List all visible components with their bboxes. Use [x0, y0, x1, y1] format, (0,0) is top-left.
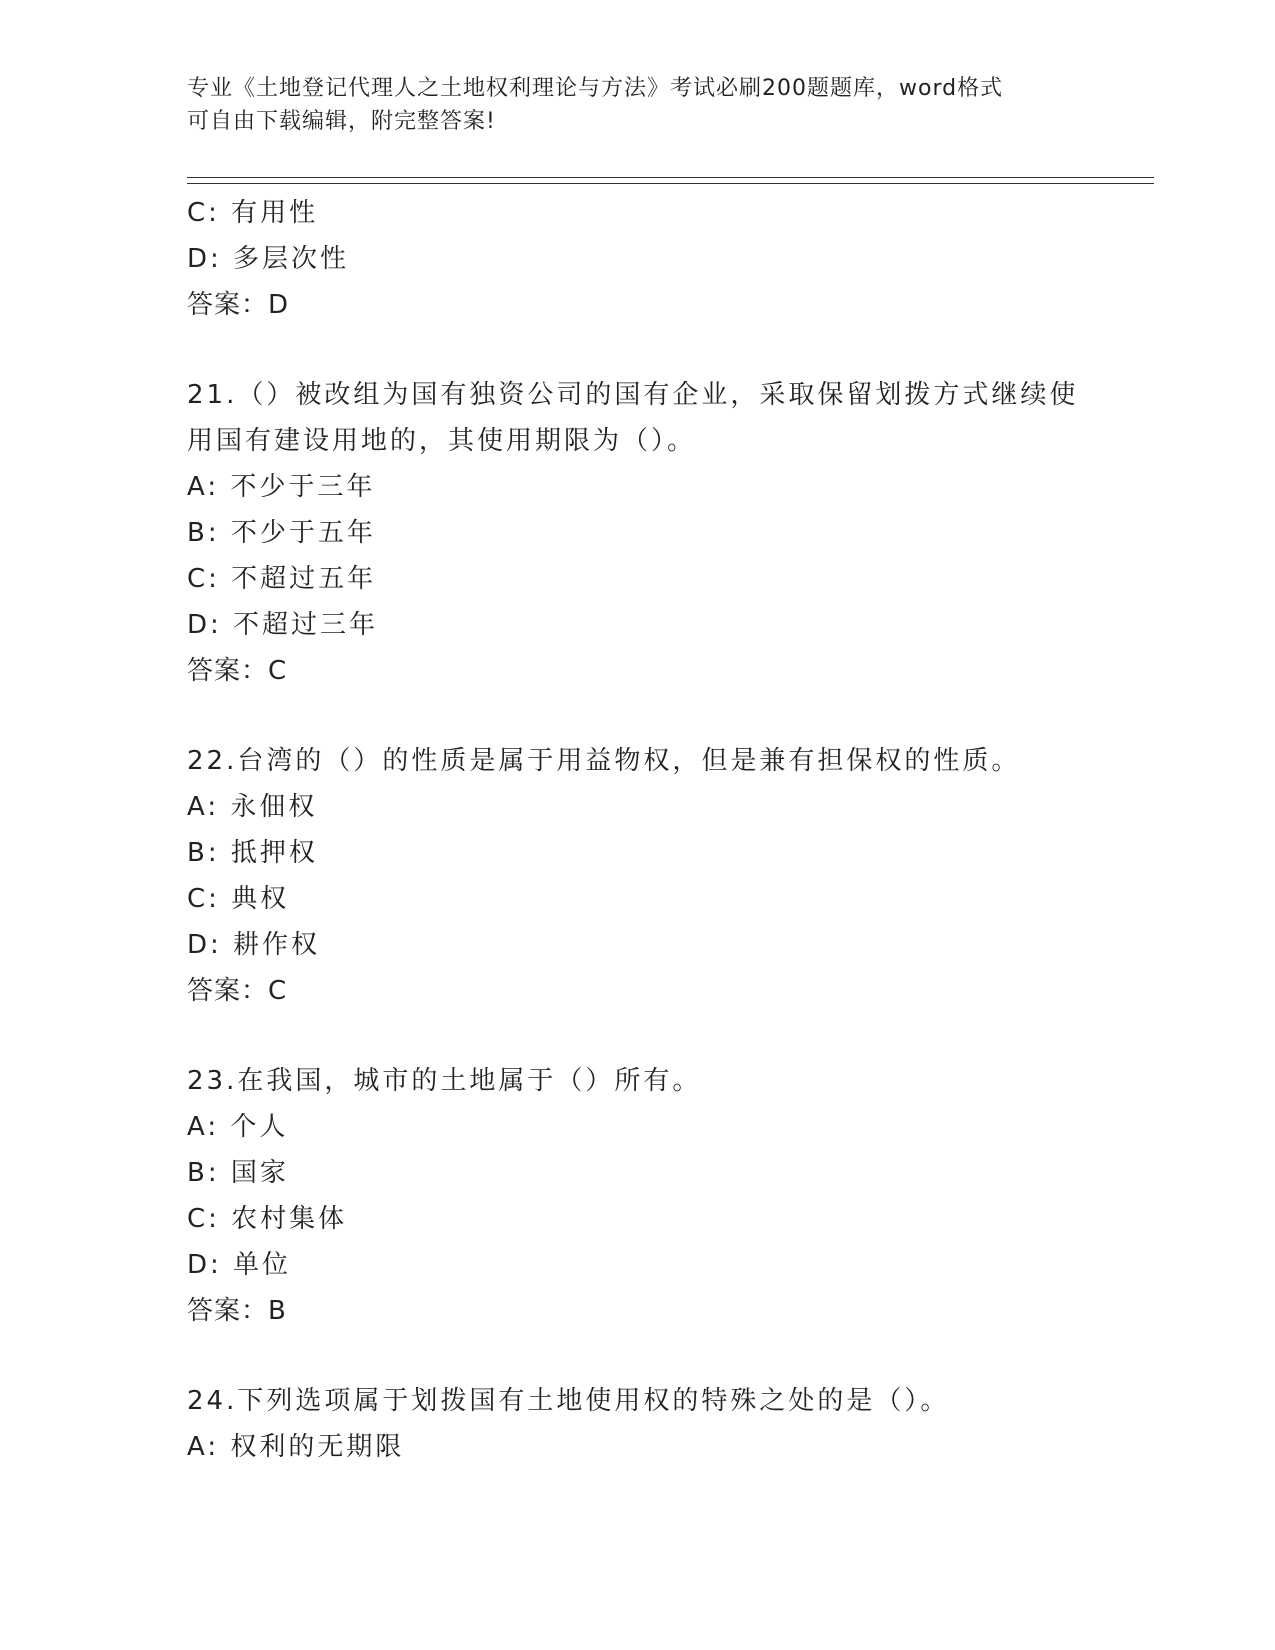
question-block	[187, 190, 1087, 328]
question-block	[187, 1378, 1087, 1470]
option-line: A: 个人	[187, 1112, 289, 1142]
option-line: D: 多层次性	[187, 244, 350, 274]
header-divider-bottom	[187, 183, 1154, 184]
answer-line: 答案：D	[187, 290, 290, 320]
answer-line: 答案：C	[187, 976, 288, 1006]
option-line: A: 永佃权	[187, 792, 318, 822]
question-list	[187, 190, 1087, 1470]
question-block	[187, 738, 1087, 1014]
option-line: A: 不少于三年	[187, 472, 376, 502]
option-line: C: 不超过五年	[187, 564, 377, 594]
spacer	[187, 694, 1087, 738]
question-text: 24.下列选项属于划拨国有土地使用权的特殊之处的是（）。	[187, 1386, 950, 1416]
question-text: 21.（）被改组为国有独资公司的国有企业，采取保留划拨方式继续使	[187, 380, 1079, 410]
header-line-2: 可自由下载编辑，附完整答案!	[187, 109, 496, 134]
option-line: A: 权利的无期限	[187, 1432, 405, 1462]
option-line: B: 不少于五年	[187, 518, 376, 548]
question-block	[187, 1058, 1087, 1334]
option-line: C: 典权	[187, 884, 290, 914]
spacer	[187, 328, 1087, 372]
answer-line: 答案：C	[187, 656, 288, 686]
document-header	[187, 72, 1087, 138]
option-line: B: 抵押权	[187, 838, 318, 868]
question-text: 22.台湾的（）的性质是属于用益物权，但是兼有担保权的性质。	[187, 746, 1021, 776]
option-line: C: 农村集体	[187, 1204, 348, 1234]
spacer	[187, 1014, 1087, 1058]
header-divider-top	[187, 177, 1154, 178]
option-line: D: 单位	[187, 1250, 292, 1280]
question-text: 用国有建设用地的，其使用期限为（）。	[187, 426, 697, 456]
option-line: D: 耕作权	[187, 930, 321, 960]
header-line-1: 专业《土地登记代理人之土地权利理论与方法》考试必刷200题题库，word格式	[187, 76, 1004, 101]
question-text: 23.在我国，城市的土地属于（）所有。	[187, 1066, 702, 1096]
option-line: B: 国家	[187, 1158, 289, 1188]
option-line: C: 有用性	[187, 198, 319, 228]
spacer	[187, 1334, 1087, 1378]
answer-line: 答案：B	[187, 1296, 287, 1326]
question-block	[187, 372, 1087, 694]
option-line: D: 不超过三年	[187, 610, 379, 640]
